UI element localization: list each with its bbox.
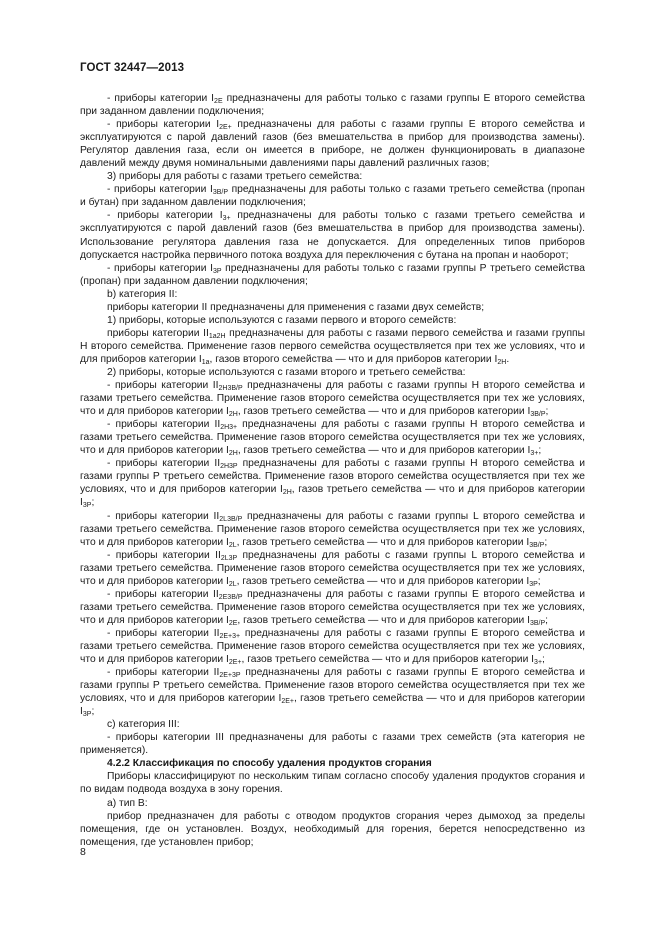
paragraph	[80, 170, 585, 183]
paragraph	[80, 262, 585, 288]
paragraph	[80, 627, 585, 666]
paragraph	[80, 288, 585, 301]
text-run: - приборы категории I	[107, 184, 213, 196]
text-run: прибор предназначен для работы с отводом продуктов сгорания через дымоход за пределы помещения, где он установлен. Воздух, необходимый для горения, берется непосредственно из помещения, где установлен прибор;	[80, 810, 585, 848]
text-run: - приборы категории I	[107, 262, 213, 274]
subscript-index: 2H3B/P	[218, 385, 243, 393]
text-run: предназначены для работы с газами группы Е второго семейства и газами третьего семейства. Применение газов второго семейства осуществляется при тех же условиях, что и для приборов категории I	[80, 588, 585, 626]
text-run: ;	[545, 406, 549, 418]
text-run: ;	[544, 536, 548, 548]
text-run: , газов третьего семейства — что и для приборов категории I	[236, 575, 530, 587]
text-run: , газов третьего семейства — что и для приборов категории I	[237, 614, 530, 626]
text-run: предназначены для работы с газами группы Е второго семейства и эксплуатируются с парой давлений газов (без вмешательства в прибор для производства замены). Регулятор давления газа, если он имеется в приборе, не должен функционировать в диапазоне давлений между двумя номинальными давлениями пары давлений различных газов;	[80, 119, 585, 170]
text-run: - приборы категории III предназначены для работы с газами трех семейств (эта категория не применяется).	[80, 732, 585, 757]
section-heading	[80, 757, 585, 770]
subscript-index: 3P	[82, 711, 92, 719]
document-body	[80, 92, 585, 849]
paragraph	[80, 810, 585, 849]
subscript-index: 2E+	[228, 659, 242, 667]
paragraph	[80, 588, 585, 627]
text-run: Приборы классифицируют по нескольким типам согласно способу удаления продуктов сгорания и по видам подвода воздуха в зону горения.	[80, 771, 585, 796]
text-run: , газов третьего семейства — что и для приборов категории I	[80, 484, 585, 509]
text-run: c) категория III:	[107, 719, 180, 731]
subscript-index: 3B/P	[529, 541, 545, 549]
subscript-index: 2H3P	[220, 463, 238, 471]
text-run: приборы категории II	[107, 327, 209, 339]
paragraph	[80, 366, 585, 379]
subscript-index: 2H	[228, 411, 238, 419]
subscript-index: 3+	[534, 659, 543, 667]
subscript-index: 3B/P	[530, 411, 546, 419]
paragraph	[80, 92, 585, 118]
paragraph	[80, 510, 585, 549]
text-run: , газов третьего семейства — что и для приборов категории I	[237, 445, 531, 457]
paragraph	[80, 666, 585, 718]
text-run: ;	[542, 654, 545, 666]
paragraph	[80, 183, 585, 209]
paragraph	[80, 731, 585, 757]
subscript-index: 3P	[529, 580, 538, 588]
text-run: , газов второго семейства — что и для приборов категории I	[209, 353, 498, 365]
subscript-index: 3B/P	[529, 619, 546, 627]
subscript-index: 2L3B/P	[219, 515, 243, 523]
text-run: .	[506, 353, 510, 365]
subscript-index: 3B/P	[212, 189, 229, 197]
subscript-index: 2H3+	[220, 424, 238, 432]
paragraph	[80, 549, 585, 588]
subscript-index: 2E	[214, 98, 223, 105]
text-run: предназначены для работы только с газами третьего семейства (пропан и бутан) при заданном давлении подключения;	[80, 184, 585, 209]
text-run: - приборы категории II	[107, 510, 220, 522]
text-run: - приборы категории I	[107, 210, 223, 222]
text-run: предназначены для работы с газами группы Н второго семейства и газами третьего семейства. Применение газов второго семейства осуществляется при тех же условиях, что и для приборов категории I	[80, 380, 585, 418]
text-run: - приборы категории I	[107, 119, 220, 131]
paragraph	[80, 118, 585, 170]
text-run: ;	[537, 575, 541, 587]
text-run: b) категория II:	[107, 288, 178, 300]
subscript-index: 2E+	[281, 698, 294, 706]
text-run: , газов третьего семейства — что и для приборов категории I	[80, 693, 585, 718]
text-run: , газов третьего семейства — что и для приборов категории I	[241, 654, 535, 666]
subscript-index: 3P	[82, 502, 92, 510]
paragraph	[80, 314, 585, 327]
subscript-index: 1a2H	[208, 332, 226, 340]
text-run: - приборы категории II	[107, 458, 221, 470]
text-run: предназначены для работы с газами группы Е второго семейства и газами группы Р третьего семейства. Применение газов второго семейства осуществляется при тех же условиях, что и для приборов категории I	[80, 667, 585, 705]
page-header-title: ГОСТ 32447—2013	[80, 62, 185, 74]
subscript-index: 3+	[222, 215, 231, 223]
text-run: - приборы категории II	[107, 419, 221, 431]
subscript-index: 2L3P	[220, 554, 238, 562]
text-run: 3) приборы для работы с газами третьего семейства:	[107, 171, 363, 183]
paragraph	[80, 418, 585, 457]
text-run: предназначены для работы только с газами группы Е второго семейства при заданном давлении подключения;	[80, 93, 585, 118]
subscript-index: 3+	[530, 450, 539, 458]
paragraph	[80, 379, 585, 418]
subscript-index: 2H	[228, 450, 238, 458]
text-run: предназначены для работы с газами группы L второго семейства и газами третьего семейства. Применение газов второго семейства осуществляется при тех же условиях, что и для приборов категории I	[80, 549, 585, 587]
text-run: 2) приборы, которые используются с газами второго и третьего семейства:	[107, 366, 466, 378]
text-run: приборы категории II предназначены для применения с газами двух семейств;	[107, 301, 485, 313]
text-run: предназначены для работы с газами группы Е второго семейства и газами третьего семейства. Применение газов второго семейства осуществляется при тех же условиях, что и для приборов категории I	[80, 627, 585, 666]
text-run: предназначены для работы с газами первого семейства и газами группы Н второго семейства. Применение газов первого семейства осуществляется при тех же условиях, что и для приборов категории I	[80, 327, 585, 365]
text-run: - приборы категории I	[107, 93, 215, 104]
paragraph	[80, 209, 585, 261]
text-run: - приборы категории II	[107, 588, 219, 600]
paragraph	[80, 301, 585, 314]
text-run: - приборы категории II	[107, 667, 220, 679]
subscript-index: 2E	[228, 619, 238, 627]
subscript-index: 2E+3+	[219, 632, 241, 640]
subscript-index: 2E+	[219, 124, 232, 132]
text-run: предназначены для работы с газами группы Н второго семейства и газами третьего семейства. Применение газов второго семейства осуществляется при тех же условиях, что и для приборов категории I	[80, 419, 585, 457]
paragraph	[80, 797, 585, 810]
subscript-index: 2E+3P	[219, 672, 241, 680]
paragraph	[80, 770, 585, 796]
text-run: предназначены для работы с газами группы L второго семейства и газами третьего семейства. Применение газов второго семейства осуществляется при тех же условиях, что и для приборов категории I	[80, 510, 585, 548]
subscript-index: 1a	[201, 358, 210, 366]
text-run: ;	[538, 445, 542, 457]
text-run: ;	[91, 497, 95, 509]
subscript-index: 2L	[228, 541, 237, 549]
text-run: , газов третьего семейства — что и для приборов категории I	[236, 536, 530, 548]
text-run: предназначены для работы только с газами третьего семейства и эксплуатируются с парой давлений газов (без вмешательства в прибор для производства замены). Использование регулятора давления газа не допускается. Для определенных типов приборов допускается настройка первичного потока воздуха для переключения с бутана на пропан и наоборот;	[80, 210, 585, 261]
subscript-index: 3P	[212, 267, 222, 275]
paragraph	[80, 718, 585, 731]
subscript-index: 2E3B/P	[218, 593, 243, 601]
text-run: ;	[545, 614, 549, 626]
paragraph	[80, 457, 585, 509]
text-run: - приборы категории II	[107, 380, 219, 392]
paragraph	[80, 327, 585, 366]
subscript-index: 2H	[497, 358, 507, 366]
text-run: а) тип В:	[107, 797, 148, 809]
text-run: 4.2.2 Классификация по способу удаления продуктов сгорания	[107, 758, 432, 770]
text-run: - приборы категории II	[107, 549, 221, 561]
text-run: , газов третьего семейства — что и для приборов категории I	[237, 406, 531, 418]
subscript-index: 2H	[282, 489, 292, 497]
text-run: предназначены для работы только с газами группы Р третьего семейства (пропан) при заданном давлении подключения;	[80, 262, 585, 287]
page-number: 8	[80, 846, 86, 858]
text-run: 1) приборы, которые используются с газами первого и второго семейств:	[107, 314, 457, 326]
text-run: предназначены для работы с газами группы Н второго семейства и газами группы Р третьего семейства. Применение газов второго семейства осуществляется при тех же условиях, что и для приборов категории I	[80, 458, 585, 496]
subscript-index: 2L	[228, 580, 237, 588]
text-run: - приборы категории II	[107, 627, 220, 639]
text-run: ;	[91, 706, 95, 718]
